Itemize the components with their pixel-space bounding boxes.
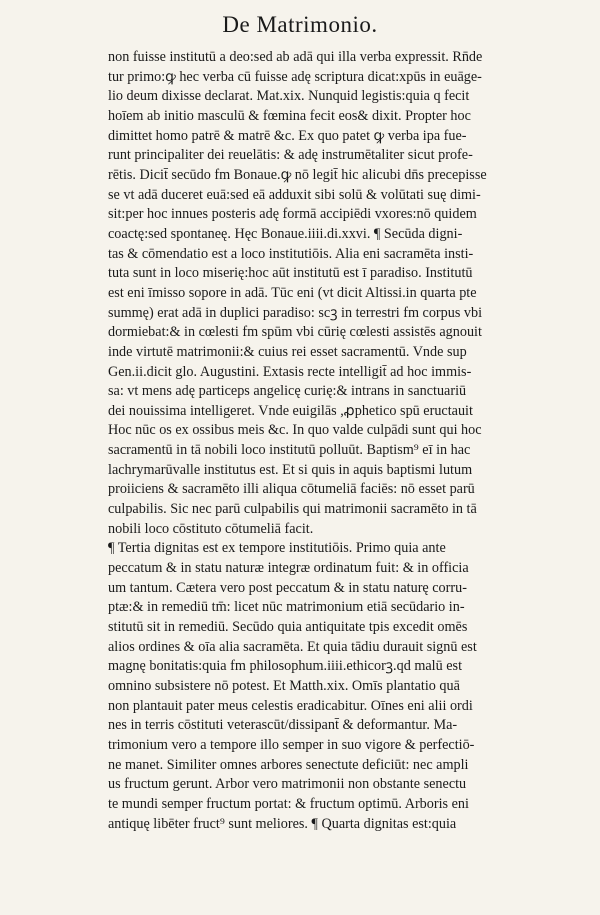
text-line: alios ordines & oīa alia sacramēta. Et quia tādiu durauit signū est bbox=[108, 638, 477, 655]
body-text bbox=[108, 48, 566, 834]
text-line: se vt adā duceret euā:sed eā adduxit sibi solū & volūtati suę dimi- bbox=[108, 186, 481, 203]
text-line: tuta sunt in loco miserię:hoc aūt institutū est ī paradiso. Institutū bbox=[108, 265, 473, 282]
text-line: hoīem ab initio masculū & fœmina fecit eos& dixit. Propter hoc bbox=[108, 107, 471, 124]
text-line: inde virtutē matrimonii:& cuius rei esset sacramentū. Vnde sup bbox=[108, 343, 467, 360]
text-line: dimittet homo patrē & matrē &c. Ex quo patet ꝙ verba ipa fue- bbox=[108, 127, 467, 144]
text-line: rētis. Dicit̄ secūdo fm Bonaue.ꝙ nō legit̄ hic alicubi dn̄s precepisse bbox=[108, 166, 487, 183]
text-line: Gen.ii.dicit glo. Augustini. Extasis recte intelligit̄ ad hoc immis- bbox=[108, 363, 472, 380]
text-line: trimonium vero a tempore illo semper in suo vigore & perfectiō- bbox=[108, 736, 475, 753]
text-line: ¶ Tertia dignitas est ex tempore institutiōis. Primo quia ante bbox=[108, 540, 446, 557]
text-line: non fuisse institutū a deo:sed ab adā qui illa verba expressit. Rn̄de bbox=[108, 49, 483, 65]
text-line: Hoc nūc os ex ossibus meis &c. In quo valde culpādi sunt qui hoc bbox=[108, 422, 482, 439]
text-line: tur primo:ꝙ hec verba cū fuisse adę scriptura dicat:xpūs in euāge- bbox=[108, 68, 482, 85]
text-line: us fructum gerunt. Arbor vero matrimonii non obstante senectu bbox=[108, 776, 467, 793]
text-line: non plantauit pater meus celestis eradicabitur. Oīnes eni alii ordi bbox=[108, 697, 473, 714]
text-line: te mundi semper fructum portat: & fructum optimū. Arboris eni bbox=[108, 795, 469, 812]
text-line: lachrymarūvalle institutus est. Et si quis in aquis baptismi lutum bbox=[108, 461, 473, 478]
text-line: antiquę libēter fruct⁹ sunt meliores. ¶ Quarta dignitas est:quia bbox=[108, 815, 457, 832]
text-line: nes in terris cōstituti veterascūt/dissipant̄ & deformantur. Ma- bbox=[108, 717, 458, 734]
text-line: omnino subsistere nō potest. Et Matth.xix. Omīs plantatio quā bbox=[108, 678, 460, 694]
text-line: lio deum dixisse declarat. Mat.xix. Nunquid legistis:quia q fecit bbox=[108, 88, 470, 105]
text-line: magnę bonitatis:quia fm philosophum.iiii.ethicorꝫ.qd malū est bbox=[108, 658, 463, 675]
text-line: proiiciens & sacramēto illi aliqua cōtumeliā faciēs: nō esset parū bbox=[108, 481, 475, 498]
text-line: sit:per hoc innues posteris adę formā accipiēdi vxores:nō quidem bbox=[108, 206, 477, 223]
text-line: ne manet. Similiter omnes arbores senectute deficiūt: nec ampli bbox=[108, 756, 469, 773]
text-line: ptæ:& in remediū tm̄: licet nūc matrimonium etiā secūdario in- bbox=[108, 599, 465, 616]
text-line: tas & cōmendatio est a loco institutiōis. Alia eni sacramēta insti- bbox=[108, 245, 474, 262]
text-line: peccatum & in statu naturæ integræ ordinatum fuit: & in officia bbox=[108, 560, 469, 577]
text-line: coactę:sed spontaneę. Hęc Bonaue.iiii.di.xxvi. ¶ Secūda digni- bbox=[108, 225, 463, 242]
text-line: summę) erat adā in duplici paradiso: scꝫ in terrestri fm corpus vbi bbox=[108, 304, 483, 321]
text-line: culpabilis. Sic nec parū culpabilis qui matrimonii sacramēto in tā bbox=[108, 501, 477, 518]
text-line: stitutū sit in remediū. Secūdo quia antiquitate tpis excedit omēs bbox=[108, 619, 468, 636]
text-line: est eni īmisso sopore in adā. Tūc eni (vt dicit Altissi.in quarta pte bbox=[108, 284, 477, 301]
text-line: sacramentū in tā nobili loco institutū polluūt. Baptism⁹ eī in hac bbox=[108, 442, 471, 459]
text-line: dormiebat:& in cœlesti fm spūm vbi cūrię cœlesti assistēs agnouit bbox=[108, 324, 482, 341]
text-line: um tantum. Cætera vero post peccatum & in statu naturę corru- bbox=[108, 579, 467, 596]
page-title: De Matrimonio. bbox=[222, 12, 378, 37]
text-line: sa: vt mens adę particeps angelicę curię:& intrans in sanctuariū bbox=[108, 383, 467, 400]
text-line: nobili loco cōstituto cōtumeliā facit. bbox=[108, 520, 314, 537]
text-line: dei nouissima intelligeret. Vnde euigilās ,ꝓphetico spū eructauit bbox=[108, 402, 473, 419]
text-line: runt principaliter dei reuelātis: & adę instrumētaliter sicut profe- bbox=[108, 147, 473, 164]
